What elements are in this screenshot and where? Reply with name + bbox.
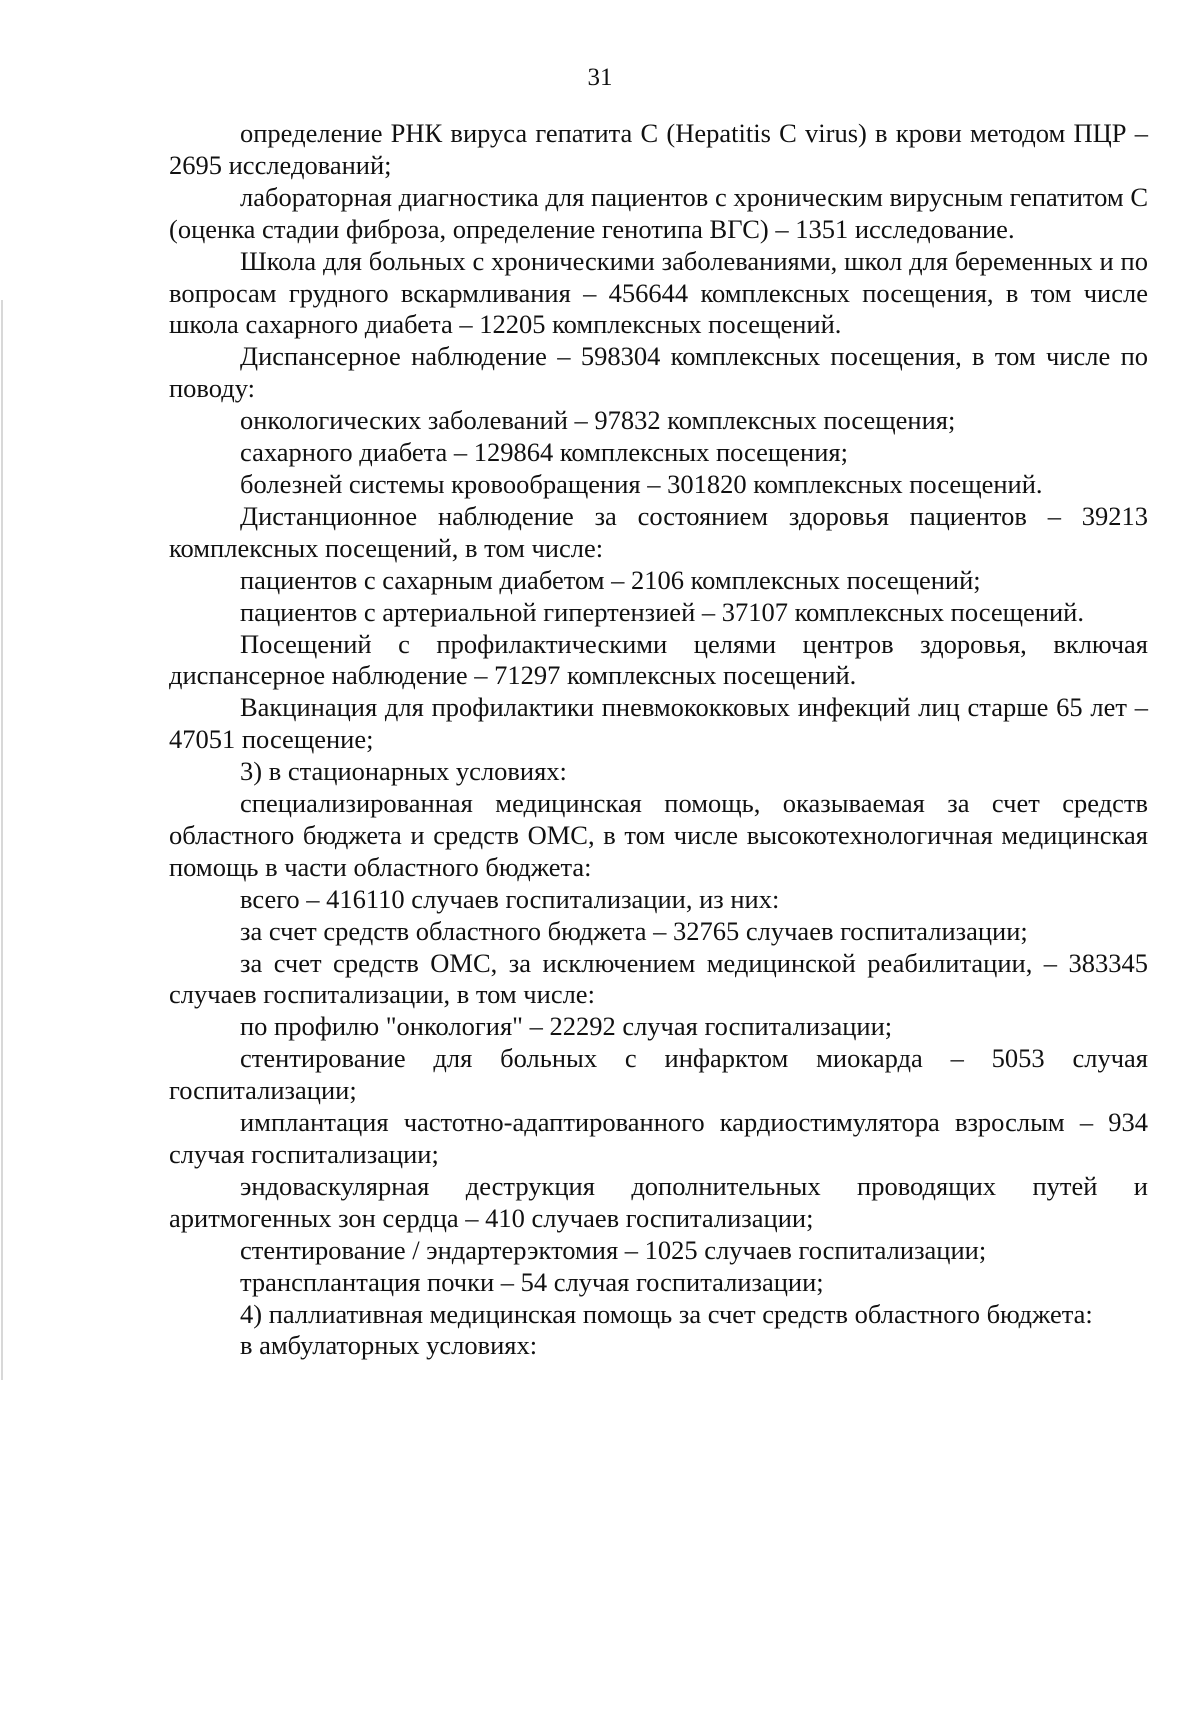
scan-edge-mark <box>1 300 3 1380</box>
paragraph-circulatory-visits: болезней системы кровообращения – 301820 комплексных посещений. <box>240 468 1043 499</box>
paragraph-pneumococcal-vaccination: Вакцинация для профилактики пневмококковых инфекций лиц старше 65 лет – 47051 посещение; <box>169 692 1148 755</box>
paragraph-oms-funding: за счет средств ОМС, за исключением медицинской реабилитации, – 383345 случаев госпитализации, в том числе: <box>169 947 1148 1010</box>
paragraph-endovascular-destruction: эндоваскулярная деструкция дополнительных проводящих путей и аритмогенных зон сердца – 410 случаев госпитализации; <box>169 1170 1148 1233</box>
document-body <box>169 118 1148 1362</box>
paragraph-specialized-care: специализированная медицинская помощь, оказываемая за счет средств областного бюджета и средств ОМС, в том числе высокотехнологичная медицинская помощь в части областного бюджета: <box>169 788 1148 882</box>
paragraph-hcv-lab-diagnostics: лабораторная диагностика для пациентов с хроническим вирусным гепатитом С (оценка стадии фиброза, определение генотипа ВГС) – 1351 исследование. <box>169 181 1148 244</box>
paragraph-endarterectomy: стентирование / эндартерэктомия – 1025 случаев госпитализации; <box>240 1234 987 1265</box>
paragraph-outpatient-heading: в амбулаторных условиях: <box>240 1330 538 1361</box>
paragraph-health-centers: Посещений с профилактическими целями центров здоровья, включая диспансерное наблюдение – 71297 комплексных посещений. <box>169 628 1148 691</box>
paragraph-patient-schools: Школа для больных с хроническими заболеваниями, школ для беременных и по вопросам грудного вскармливания – 456644 комплексных посещения, в том числе школа сахарного диабета – 12205 комплексных посещений. <box>169 245 1148 340</box>
paragraph-oncology-visits: онкологических заболеваний – 97832 комплексных посещения; <box>240 405 956 436</box>
paragraph-inpatient-heading: 3) в стационарных условиях: <box>240 756 567 787</box>
paragraph-stenting-mi: стентирование для больных с инфарктом миокарда – 5053 случая госпитализации; <box>169 1043 1148 1106</box>
paragraph-diabetes-visits: сахарного диабета – 129864 комплексных посещения; <box>240 437 848 468</box>
paragraph-regional-budget: за счет средств областного бюджета – 32765 случаев госпитализации; <box>240 915 1028 946</box>
paragraph-total-hospitalizations: всего – 416110 случаев госпитализации, из них: <box>240 883 780 914</box>
paragraph-dispensary-observation: Диспансерное наблюдение – 598304 комплексных посещения, в том числе по поводу: <box>169 341 1148 404</box>
page-number: 31 <box>587 64 613 91</box>
paragraph-pacemaker: имплантация частотно-адаптированного кардиостимулятора взрослым – 934 случая госпитализации; <box>169 1107 1148 1169</box>
paragraph-oncology-profile: по профилю "онкология" – 22292 случая госпитализации; <box>240 1011 893 1042</box>
paragraph-hcv-rna-pcr: определение РНК вируса гепатита С (Hepatitis C virus) в крови методом ПЦР – 2695 исследований; <box>169 118 1148 180</box>
paragraph-remote-diabetes: пациентов с сахарным диабетом – 2106 комплексных посещений; <box>240 564 981 595</box>
paragraph-kidney-transplant: трансплантация почки – 54 случая госпитализации; <box>240 1266 824 1297</box>
paragraph-remote-hypertension: пациентов с артериальной гипертензией – 37107 комплексных посещений. <box>240 596 1084 627</box>
paragraph-palliative-care: 4) паллиативная медицинская помощь за счет средств областного бюджета: <box>240 1298 1093 1329</box>
paragraph-remote-monitoring: Дистанционное наблюдение за состоянием здоровья пациентов – 39213 комплексных посещений, в том числе: <box>169 500 1148 563</box>
